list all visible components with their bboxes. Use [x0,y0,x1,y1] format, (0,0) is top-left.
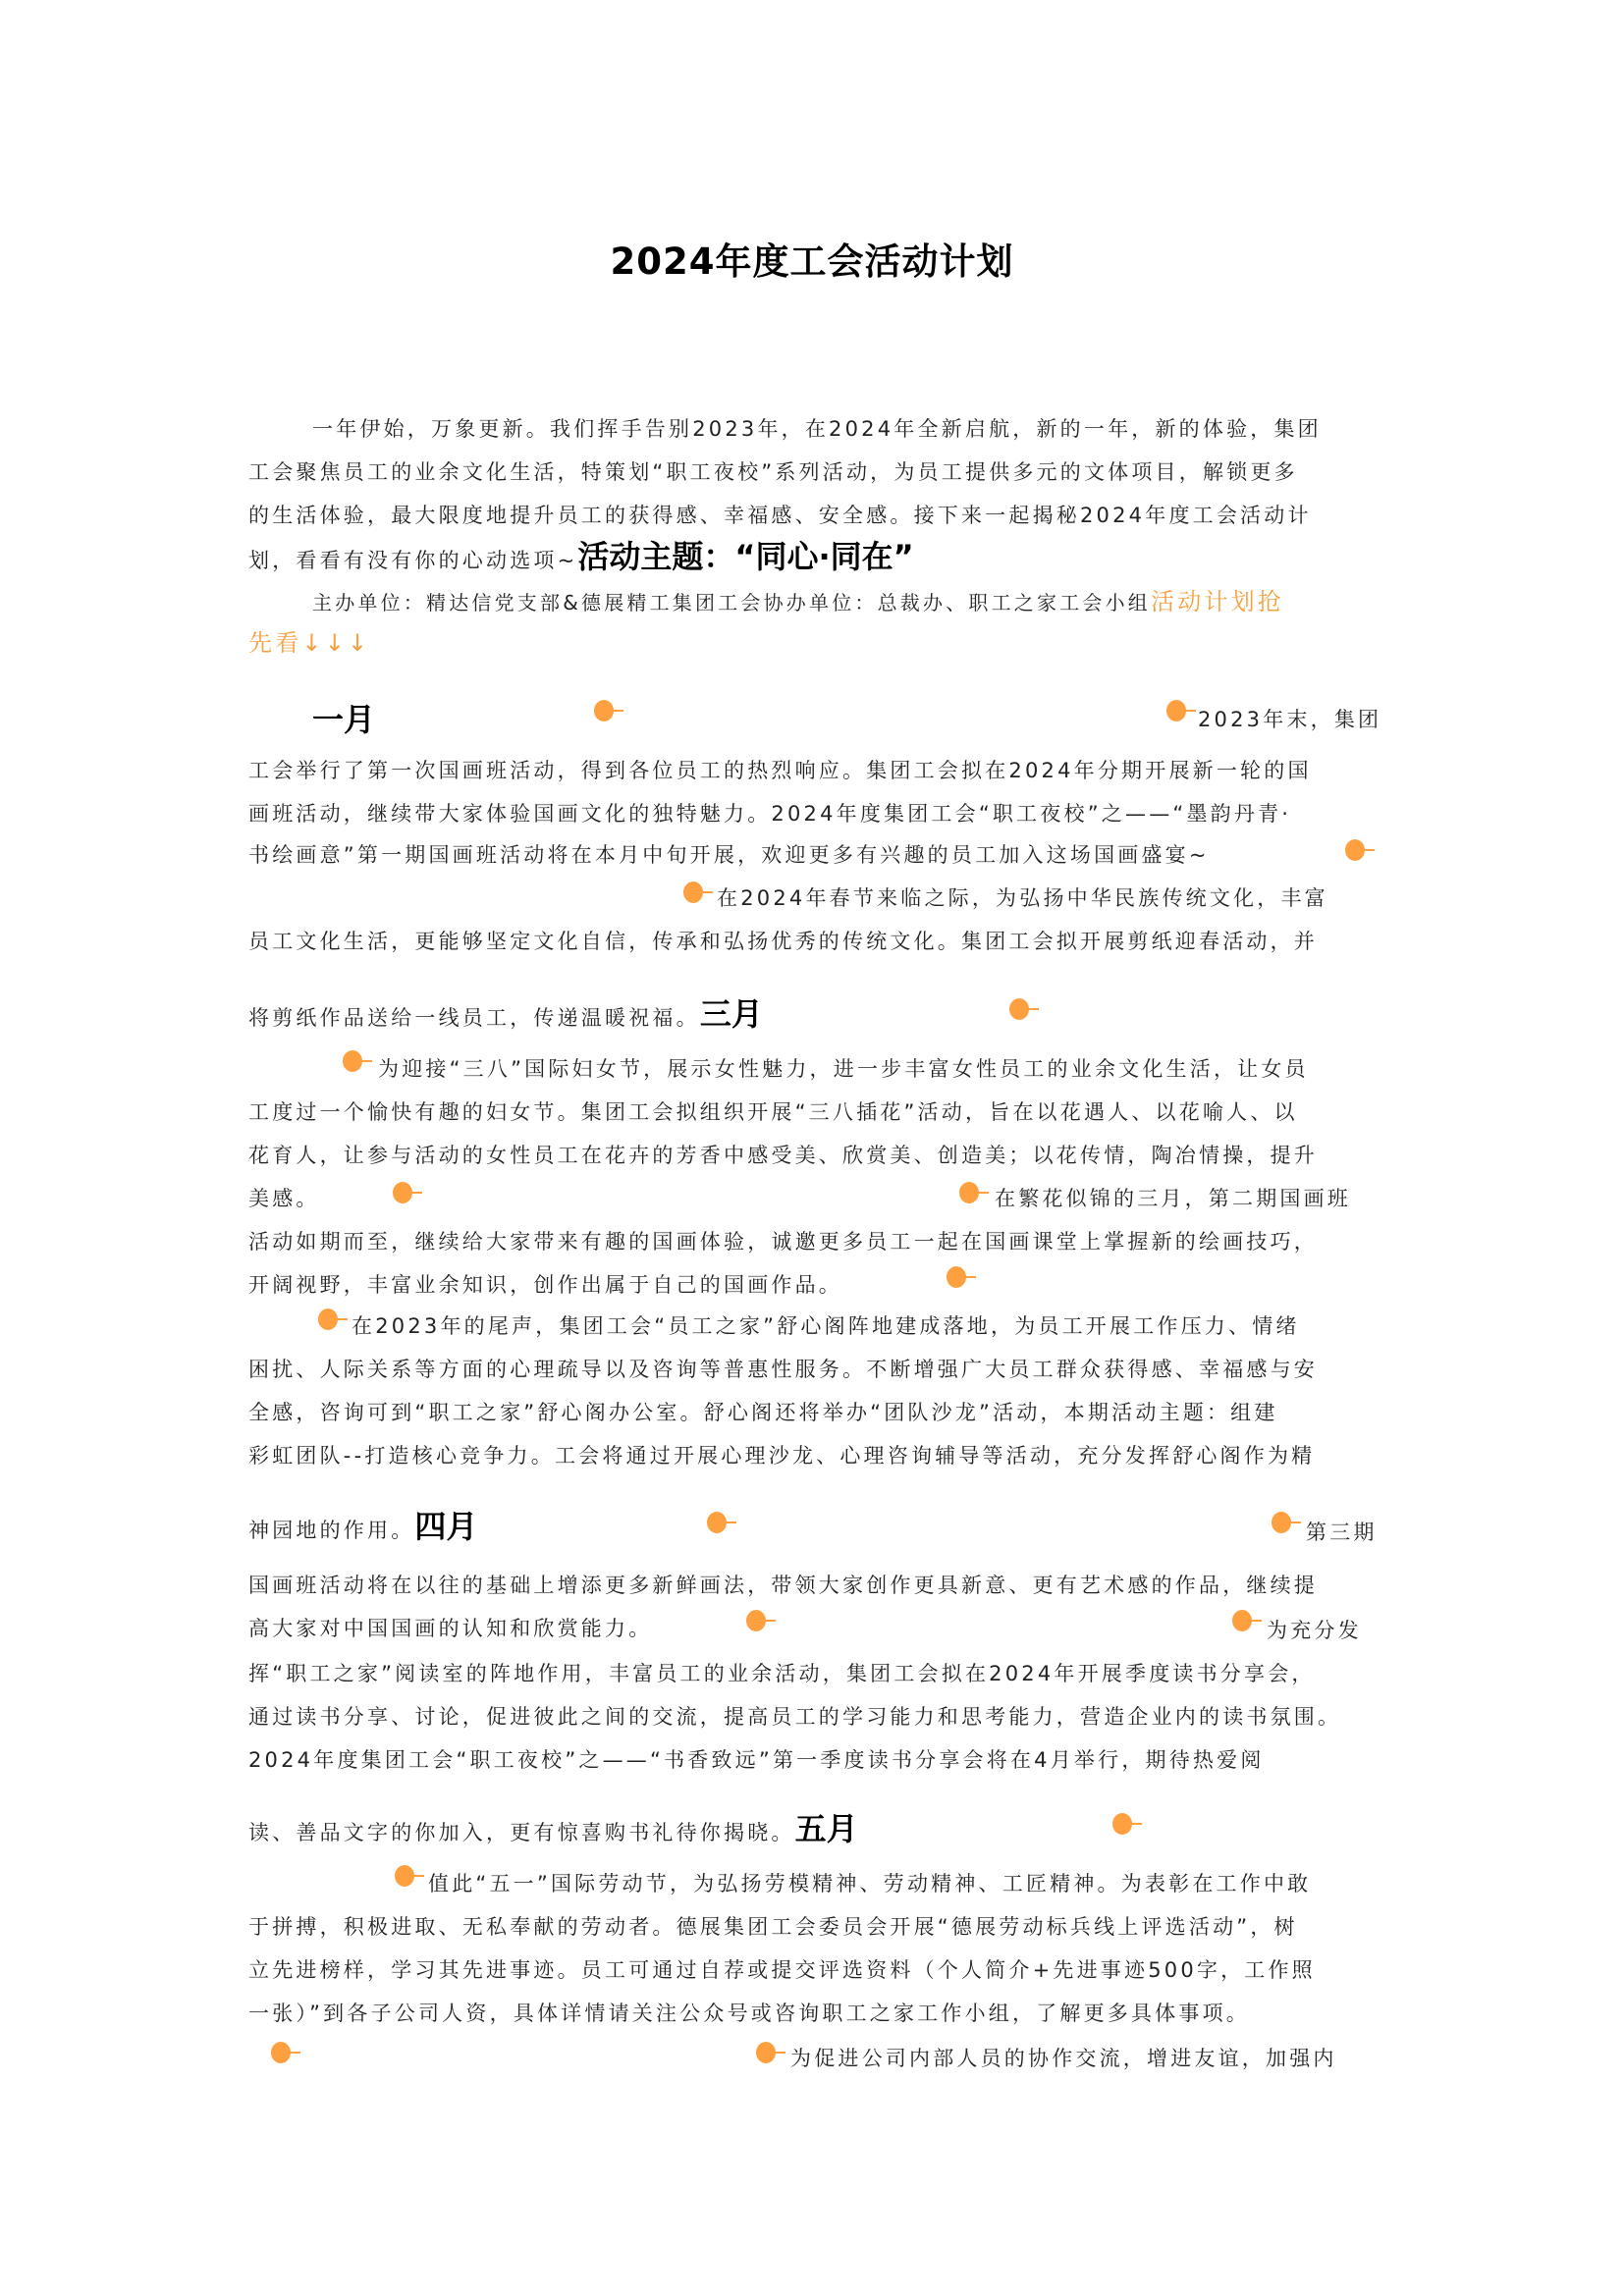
mar-p1-start: 为迎接“三八”国际妇女节，展示女性魅力，进一步丰富女性员工的业余文化生活，让女员 [378,1057,1309,1081]
apr-p1-line-2: 高大家对中国国画的认知和欣赏能力。 [248,1617,653,1640]
apr-p2-start: 为充分发 [1267,1619,1362,1642]
mar-p3-line-3: 彩虹团队--打造核心竞争力。工会将通过开展心理沙龙、心理咨询辅导等活动，充分发挥舒心阁作为精 [248,1444,1316,1468]
bullet-dot-icon [594,700,623,721]
intro-line-1: 一年伊始，万象更新。我们挥手告别2023年，在2024年全新启航，新的一年，新的体验，集团 [312,417,1322,441]
month-heading-mar: 三月 [699,995,763,1033]
jan-p1-line-1: 工会举行了第一次国画班活动，得到各位员工的热烈响应。集团工会拟在2024年分期开展新一轮的国 [248,759,1312,782]
may-p1-line-1: 于拼搏，积极进取、无私奉献的劳动者。德展集团工会委员会开展“德展劳动标兵线上评选活动”，树 [248,1915,1298,1939]
mar-p3-line-4-text: 神园地的作用。 [248,1519,415,1542]
bullet-dot-icon [683,881,713,903]
preview-link-part2: 先看↓↓↓ [248,629,371,657]
bullet-dot-icon [271,2042,300,2063]
mar-p3-line-4 [248,1508,478,1545]
intro-line-4 [248,538,914,575]
intro-line-2: 工会聚焦员工的业余文化生活，特策划“职工夜校”系列活动，为员工提供多元的文体项目，解锁更多 [248,460,1298,484]
bullet-dot-icon [1345,839,1375,861]
organizer-line [312,587,1284,617]
month-heading-jan: 一月 [312,701,376,738]
may-p2-start: 为促进公司内部人员的协作交流，增进友谊，加强内 [790,2047,1337,2070]
mar-p2-start: 在繁花似锦的三月，第二期国画班 [995,1187,1351,1210]
intro-line-4-text: 划，看看有没有你的心动选项~ [248,549,578,572]
may-p1-line-3: 一张）”到各子公司人资，具体详情请关注公众号或咨询职工之家工作小组，了解更多具体事项。 [248,2002,1250,2025]
month-heading-may: 五月 [794,1810,858,1847]
mar-p1-line-1: 工度过一个愉快有趣的妇女节。集团工会拟组织开展“三八插花”活动，旨在以花遇人、以花喻人、以 [248,1100,1298,1124]
jan-p1-start: 2023年末，集团 [1198,708,1382,731]
jan-p2-line-1: 员工文化生活，更能够坚定文化自信，传承和弘扬优秀的传统文化。集团工会拟开展剪纸迎春活动，并 [248,930,1318,953]
jan-p1-line-2: 画班活动，继续带大家体验国画文化的独特魅力。2024年度集团工会“职工夜校”之——“墨韵丹青· [248,802,1292,826]
jan-p2-start: 在2024年春节来临之际，为弘扬中华民族传统文化，丰富 [717,886,1328,910]
mar-p1-line-3: 美感。 [248,1187,320,1210]
bullet-dot-icon [1009,998,1039,1020]
mar-p3-line-2: 全感，咨询可到“职工之家”舒心阁办公室。舒心阁还将举办“团队沙龙”活动，本期活动主题：组建 [248,1401,1278,1424]
apr-p2-line-1: 挥“职工之家”阅读室的阵地作用，丰富员工的业余活动，集团工会拟在2024年开展季度读书分享会， [248,1662,1316,1685]
jan-p2-line-2 [248,995,763,1033]
bullet-dot-icon [947,1266,976,1288]
apr-p1-line-1: 国画班活动将在以往的基础上增添更多新鲜画法，带领大家创作更具新意、更有艺术感的作品，继续提 [248,1574,1318,1597]
apr-p2-line-2: 通过读书分享、讨论，促进彼此之间的交流，提高员工的学习能力和思考能力，营造企业内的读书氛围。 [248,1705,1342,1729]
mar-p1-line-2: 花育人，让参与活动的女性员工在花卉的芳香中感受美、欣赏美、创造美；以花传情，陶冶情操，提升 [248,1144,1318,1167]
bullet-dot-icon [318,1308,348,1330]
bullet-dot-icon [1272,1512,1301,1533]
organizer-text: 主办单位：精达信党支部&德展精工集团工会协办单位：总裁办、职工之家工会小组 [312,591,1151,614]
theme-heading: 活动主题：“同心·同在” [577,538,914,575]
mar-p3-start: 在2023年的尾声，集团工会“员工之家”舒心阁阵地建成落地，为员工开展工作压力、情绪 [352,1314,1300,1338]
may-p1-start: 值此“五一”国际劳动节，为弘扬劳模精神、劳动精神、工匠精神。为表彰在工作中敢 [428,1872,1312,1896]
jan-p2-line-2-text: 将剪纸作品送给一线员工，传递温暖祝福。 [248,1006,700,1030]
bullet-dot-icon [959,1182,989,1203]
bullet-dot-icon [1166,700,1196,721]
preview-link-part1: 活动计划抢 [1151,588,1284,615]
apr-p2-line-4-text: 读、善品文字的你加入，更有惊喜购书礼待你揭晓。 [248,1821,795,1844]
bullet-dot-icon [1112,1813,1142,1835]
apr-p2-line-4 [248,1810,858,1847]
apr-p1-start: 第三期 [1306,1521,1378,1544]
bullet-dot-icon [343,1050,372,1072]
bullet-dot-icon [746,1610,776,1631]
document-title: 2024年度工会活动计划 [610,240,1014,283]
apr-p2-line-3: 2024年度集团工会“职工夜校”之——“书香致远”第一季度读书分享会将在4月举行，期待热爱阅 [248,1748,1265,1772]
jan-p1-line-3: 书绘画意”第一期国画班活动将在本月中旬开展，欢迎更多有兴趣的员工加入这场国画盛宴~ [248,843,1210,867]
may-p1-line-2: 立先进榜样，学习其先进事迹。员工可通过自荐或提交评选资料（个人简介+先进事迹500字，工作照 [248,1958,1316,1982]
mar-p3-line-1: 困扰、人际关系等方面的心理疏导以及咨询等普惠性服务。不断增强广大员工群众获得感、幸福感与安 [248,1358,1318,1381]
bullet-dot-icon [756,2042,785,2063]
mar-p2-line-2: 开阔视野，丰富业余知识，创作出属于自己的国画作品。 [248,1273,842,1297]
mar-p2-line-1: 活动如期而至，继续给大家带来有趣的国画体验，诚邀更多员工一起在国画课堂上掌握新的绘画技巧， [248,1230,1318,1254]
bullet-dot-icon [395,1865,424,1887]
month-heading-apr: 四月 [414,1508,478,1545]
bullet-dot-icon [1232,1610,1262,1631]
bullet-dot-icon [707,1512,736,1533]
intro-line-3: 的生活体验，最大限度地提升员工的获得感、幸福感、安全感。接下来一起揭秘2024年度工会活动计 [248,504,1312,527]
bullet-dot-icon [393,1182,422,1203]
